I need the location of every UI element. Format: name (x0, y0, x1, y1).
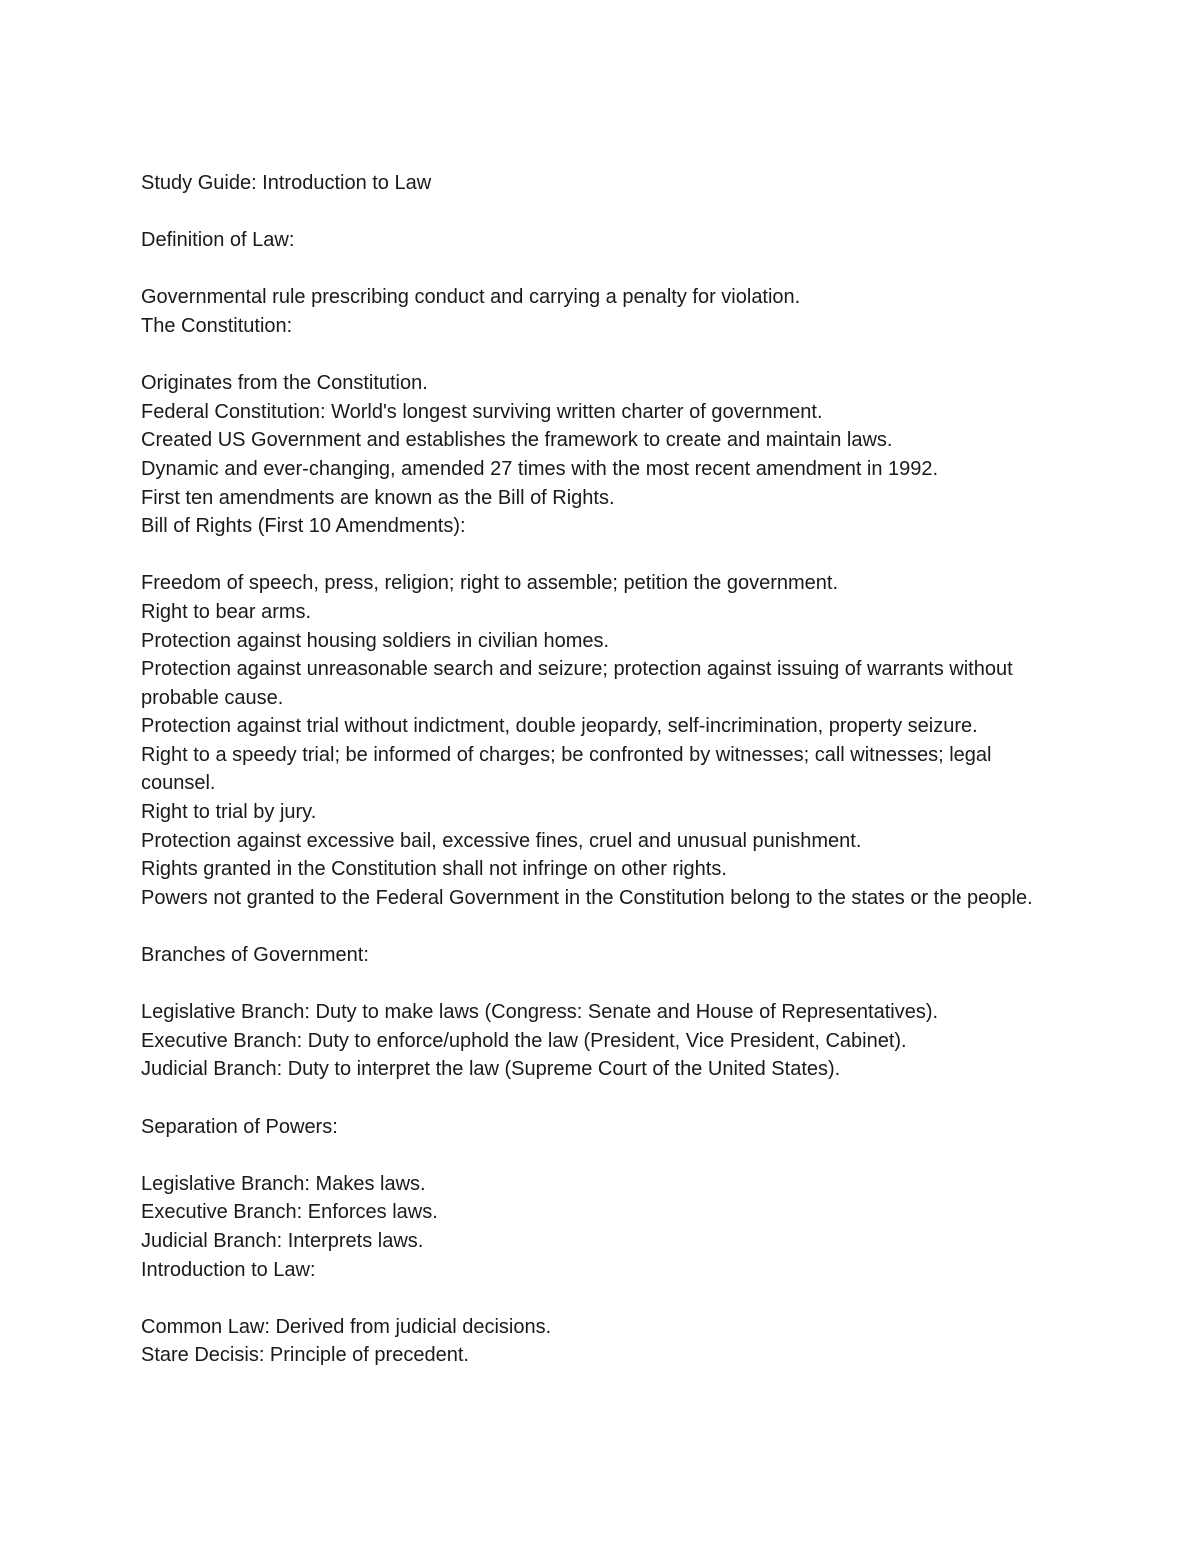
bill-of-rights-item: Protection against unreasonable search and seizure; protection against issuing of warrants without probable cause. (141, 658, 1019, 709)
bill-of-rights-item: Rights granted in the Constitution shall not infringe on other rights. (141, 858, 727, 881)
separation-heading: Separation of Powers: (141, 1115, 338, 1138)
bill-of-rights-item: Protection against excessive bail, excessive fines, cruel and unusual punishment. (141, 829, 862, 852)
bill-of-rights-heading: Bill of Rights (First 10 Amendments): (141, 515, 466, 538)
intro-heading: Introduction to Law: (141, 1258, 316, 1281)
bill-of-rights-item: Right to bear arms. (141, 600, 312, 623)
branches-heading: Branches of Government: (141, 944, 369, 967)
bill-of-rights-item: Freedom of speech, press, religion; right to assemble; petition the government. (141, 572, 839, 595)
spacer (141, 541, 1071, 570)
definition-text: Governmental rule prescribing conduct and carrying a penalty for violation. (141, 286, 801, 309)
separation-item: Legislative Branch: Makes laws. (141, 1172, 426, 1195)
bill-of-rights-item: Powers not granted to the Federal Government in the Constitution belong to the states or the people. (141, 886, 1033, 909)
spacer (141, 198, 1071, 227)
document-body (141, 169, 1071, 1370)
constitution-item: Originates from the Constitution. (141, 372, 428, 395)
branches-item: Executive Branch: Duty to enforce/uphold the law (President, Vice President, Cabinet). (141, 1029, 907, 1052)
separation-item: Judicial Branch: Interprets laws. (141, 1229, 424, 1252)
constitution-item: Dynamic and ever-changing, amended 27 times with the most recent amendment in 1992. (141, 457, 939, 480)
intro-item: Common Law: Derived from judicial decisions. (141, 1315, 552, 1338)
constitution-item: First ten amendments are known as the Bill of Rights. (141, 486, 615, 509)
branches-item: Judicial Branch: Duty to interpret the law (Supreme Court of the United States). (141, 1058, 841, 1081)
spacer (141, 341, 1071, 370)
spacer (141, 1284, 1071, 1313)
bill-of-rights-item: Protection against housing soldiers in civilian homes. (141, 629, 610, 652)
constitution-heading: The Constitution: (141, 314, 293, 337)
bill-of-rights-item: Right to trial by jury. (141, 801, 317, 824)
constitution-item: Federal Constitution: World's longest surviving written charter of government. (141, 400, 823, 423)
definition-heading: Definition of Law: (141, 229, 295, 252)
bill-of-rights-item: Protection against trial without indictment, double jeopardy, self-incrimination, property seizure. (141, 715, 978, 738)
spacer (141, 255, 1071, 284)
bill-of-rights-item: Right to a speedy trial; be informed of charges; be confronted by witnesses; call witnesses; legal counsel. (141, 743, 998, 795)
separation-item: Executive Branch: Enforces laws. (141, 1201, 438, 1224)
spacer (141, 970, 1071, 999)
document-title: Study Guide: Introduction to Law (141, 172, 432, 194)
intro-item: Stare Decisis: Principle of precedent. (141, 1344, 469, 1367)
spacer (141, 1141, 1071, 1170)
constitution-item: Created US Government and establishes the framework to create and maintain laws. (141, 429, 893, 452)
branches-item: Legislative Branch: Duty to make laws (Congress: Senate and House of Representatives). (141, 1001, 939, 1024)
spacer (141, 912, 1071, 941)
spacer (141, 1084, 1071, 1113)
